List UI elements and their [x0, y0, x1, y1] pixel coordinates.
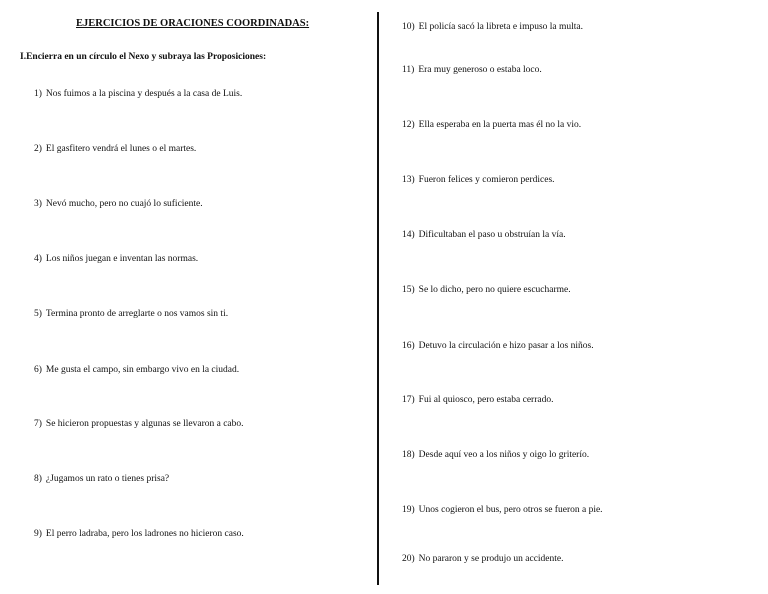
exercise-number: 18)	[402, 450, 415, 460]
exercise-sentence: Me gusta el campo, sin embargo vivo en la ciudad.	[45, 365, 240, 375]
exercise-number: 4)	[34, 254, 42, 264]
exercise-sentence: Dificultaban el paso u obstruían la vía.	[418, 230, 566, 240]
exercise-number: 15)	[402, 285, 415, 295]
exercise-number: 7)	[34, 419, 42, 429]
exercise-sentence: Se hicieron propuestas y algunas se llevaron a cabo.	[45, 419, 244, 429]
exercise-number: 6)	[34, 365, 42, 375]
exercise-item	[34, 364, 239, 376]
exercise-sentence: Se lo dicho, pero no quiere escucharme.	[418, 285, 571, 295]
exercise-item	[402, 553, 564, 565]
exercise-item	[402, 119, 581, 131]
exercise-number: 16)	[402, 341, 415, 351]
exercise-number: 13)	[402, 175, 415, 185]
exercise-item	[34, 473, 169, 485]
exercise-number: 9)	[34, 529, 42, 539]
exercise-number: 12)	[402, 120, 415, 130]
exercise-item	[34, 198, 203, 210]
exercise-number: 8)	[34, 474, 42, 484]
exercise-number: 17)	[402, 395, 415, 405]
exercise-sentence: El policía sacó la libreta e impuso la multa.	[418, 22, 584, 32]
exercise-number: 11)	[402, 65, 415, 75]
exercise-sentence: ¿Jugamos un rato o tienes prisa?	[45, 474, 170, 484]
exercise-item	[402, 504, 603, 516]
exercise-number: 20)	[402, 554, 415, 564]
exercise-item	[34, 528, 244, 540]
instruction-text: I.Encierra en un círculo el Nexo y subraya las Proposiciones:	[20, 52, 267, 62]
exercise-item	[402, 174, 555, 186]
exercise-sentence: No pararon y se produjo un accidente.	[418, 554, 564, 564]
exercise-number: 19)	[402, 505, 415, 515]
column-divider	[377, 12, 379, 585]
exercise-item	[402, 284, 571, 296]
exercise-sentence: El perro ladraba, pero los ladrones no hicieron caso.	[45, 529, 244, 539]
exercise-sentence: Los niños juegan e inventan las normas.	[45, 254, 199, 264]
exercise-sentence: Detuvo la circulación e hizo pasar a los niños.	[418, 341, 594, 351]
exercise-sentence: Era muy generoso o estaba loco.	[418, 65, 542, 75]
exercise-item	[402, 21, 583, 33]
exercise-item	[402, 449, 589, 461]
exercise-number: 1)	[34, 89, 42, 99]
exercise-number: 10)	[402, 22, 415, 32]
exercise-number: 2)	[34, 144, 42, 154]
exercise-sentence: Termina pronto de arreglarte o nos vamos sin ti.	[45, 309, 229, 319]
exercise-sentence: Unos cogieron el bus, pero otros se fueron a pie.	[418, 505, 603, 515]
exercise-number: 14)	[402, 230, 415, 240]
exercise-number: 3)	[34, 199, 42, 209]
exercise-item	[34, 308, 228, 320]
exercise-sentence: Desde aquí veo a los niños y oigo lo griterío.	[418, 450, 590, 460]
exercise-item	[34, 143, 196, 155]
exercise-item	[402, 229, 566, 241]
exercise-sentence: Nos fuimos a la piscina y después a la casa de Luis.	[45, 89, 243, 99]
exercise-item	[402, 64, 542, 76]
exercise-sentence: Fui al quiosco, pero estaba cerrado.	[418, 395, 554, 405]
exercise-item	[34, 253, 198, 265]
exercise-sentence: Ella esperaba en la puerta mas él no la vio.	[418, 120, 582, 130]
exercise-item	[34, 88, 242, 100]
exercise-sentence: El gasfitero vendrá el lunes o el martes.	[45, 144, 197, 154]
exercise-sentence: Nevó mucho, pero no cuajó lo suficiente.	[45, 199, 203, 209]
exercise-item	[402, 394, 553, 406]
exercise-sentence: Fueron felices y comieron perdices.	[418, 175, 555, 185]
exercise-item	[402, 340, 594, 352]
exercise-item	[34, 418, 244, 430]
page-title: EJERCICIOS DE ORACIONES COORDINADAS:	[76, 18, 310, 29]
exercise-number: 5)	[34, 309, 42, 319]
